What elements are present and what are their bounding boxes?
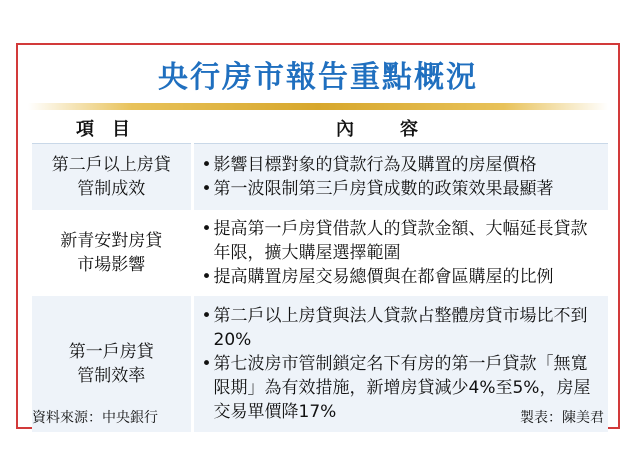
table-row bbox=[32, 144, 608, 211]
table-row bbox=[32, 210, 608, 296]
bullet-item bbox=[202, 177, 603, 201]
bullet-text: 第七波房市管制鎖定名下有房的第一戶貸款「無寬限期」為有效措施，新增房貸減少4%至5%，房屋交易單價降17% bbox=[213, 354, 591, 422]
bullet-dot-icon: • bbox=[201, 179, 212, 199]
bullet-dot-icon: • bbox=[201, 354, 212, 374]
category-line: 新青安對房貸 bbox=[60, 231, 163, 251]
bullet-text: 提高購置房屋交易總價與在都會區購屋的比例 bbox=[213, 267, 554, 287]
bullet-item bbox=[202, 304, 603, 352]
category-line: 市場影響 bbox=[77, 255, 146, 275]
header-item: 項目 bbox=[32, 113, 192, 144]
bullet-item bbox=[202, 265, 603, 289]
category-line: 管制效率 bbox=[77, 366, 146, 386]
source-note: 資料來源：中央銀行 bbox=[32, 410, 158, 426]
header-content: 內容 bbox=[192, 113, 608, 144]
bullet-text: 提高第一戶房貸借款人的貸款金額、大幅延長貸款年限，擴大購屋選擇範圍 bbox=[213, 219, 588, 263]
bullet-dot-icon: • bbox=[201, 155, 212, 175]
bullet-text: 第二戶以上房貸與法人貸款占整體房貸市場比不到20% bbox=[213, 306, 588, 350]
category-line: 第二戶以上房貸 bbox=[51, 155, 171, 175]
footer bbox=[32, 407, 604, 427]
category-line: 第一戶房貸 bbox=[68, 342, 154, 362]
summary-table bbox=[32, 113, 608, 432]
row-content bbox=[192, 144, 608, 211]
bullet-item bbox=[202, 153, 603, 177]
bullet-item bbox=[202, 217, 603, 265]
infographic-frame bbox=[16, 43, 620, 429]
bullet-text: 第一波限制第三戶房貸成數的政策效果最顯著 bbox=[213, 179, 554, 199]
category-line: 管制成效 bbox=[77, 179, 146, 199]
title-area bbox=[18, 45, 618, 103]
row-category bbox=[32, 210, 192, 296]
bullet-dot-icon: • bbox=[201, 267, 212, 287]
bullet-text: 影響目標對象的貸款行為及購置的房屋價格 bbox=[213, 155, 537, 175]
row-content bbox=[192, 210, 608, 296]
table-header-row bbox=[32, 113, 608, 144]
row-category bbox=[32, 144, 192, 211]
bullet-dot-icon: • bbox=[201, 306, 212, 326]
page-title: 央行房市報告重點概況 bbox=[158, 60, 478, 95]
credit-note: 製表：陳美君 bbox=[520, 410, 604, 426]
title-divider bbox=[28, 103, 608, 110]
bullet-dot-icon: • bbox=[201, 219, 212, 239]
